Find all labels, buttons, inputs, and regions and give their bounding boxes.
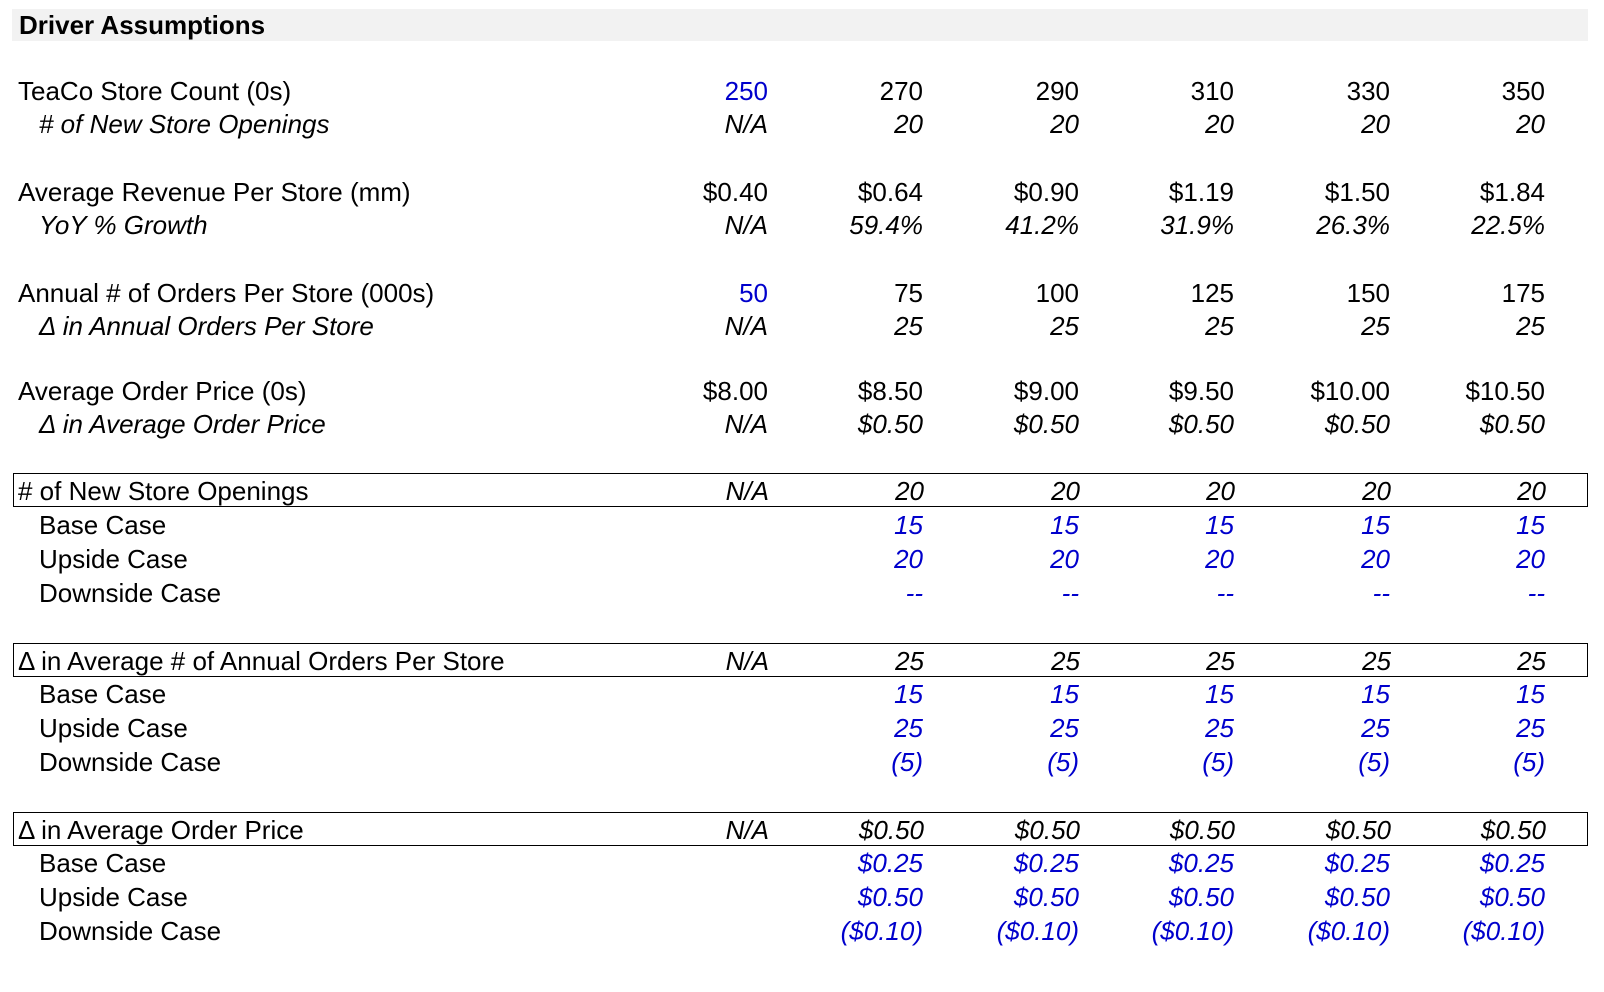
row-label: Δ in Average Order Price bbox=[39, 409, 326, 439]
value-cell[interactable]: 250 bbox=[724, 76, 768, 106]
value-cell[interactable]: ($0.10) bbox=[1307, 916, 1390, 946]
table-row bbox=[0, 914, 1604, 948]
value-cell[interactable]: 20 bbox=[895, 476, 924, 506]
value-cell[interactable]: $0.90 bbox=[1013, 177, 1079, 207]
value-cell[interactable]: $8.00 bbox=[702, 376, 768, 406]
value-cell[interactable]: 25 bbox=[1051, 646, 1080, 676]
value-cell[interactable]: N/A bbox=[724, 210, 768, 240]
value-cell[interactable]: $10.50 bbox=[1465, 376, 1545, 406]
value-cell[interactable]: 20 bbox=[1205, 544, 1234, 574]
value-cell[interactable]: $0.50 bbox=[1013, 409, 1079, 439]
value-cell[interactable]: N/A bbox=[725, 646, 769, 676]
value-cell[interactable]: -- bbox=[1061, 578, 1079, 608]
value-cell[interactable]: $0.50 bbox=[1479, 882, 1545, 912]
value-cell[interactable]: $10.00 bbox=[1310, 376, 1390, 406]
value-cell[interactable]: 20 bbox=[1361, 109, 1390, 139]
value-cell[interactable]: N/A bbox=[724, 409, 768, 439]
value-cell[interactable]: 125 bbox=[1190, 278, 1234, 308]
value-cell[interactable]: $0.50 bbox=[1013, 882, 1079, 912]
value-cell[interactable]: N/A bbox=[725, 476, 769, 506]
value-cell[interactable]: 25 bbox=[1516, 713, 1545, 743]
row-label: Δ in Annual Orders Per Store bbox=[39, 311, 374, 341]
value-cell[interactable]: 25 bbox=[1517, 646, 1546, 676]
row-label: Base Case bbox=[39, 679, 167, 709]
value-cell[interactable]: -- bbox=[905, 578, 923, 608]
value-cell[interactable]: (5) bbox=[891, 747, 923, 777]
value-cell[interactable]: 25 bbox=[1205, 311, 1234, 341]
value-cell[interactable]: 15 bbox=[1050, 679, 1079, 709]
value-cell[interactable]: $0.40 bbox=[702, 177, 768, 207]
value-cell[interactable]: -- bbox=[1527, 578, 1545, 608]
value-cell[interactable]: $0.50 bbox=[1325, 815, 1391, 845]
value-cell[interactable]: $0.50 bbox=[1480, 815, 1546, 845]
value-cell[interactable]: 20 bbox=[1517, 476, 1546, 506]
value-cell[interactable]: 15 bbox=[1516, 679, 1545, 709]
value-cell[interactable]: 25 bbox=[1050, 311, 1079, 341]
value-cell[interactable]: N/A bbox=[725, 815, 769, 845]
row-label: # of New Store Openings bbox=[18, 476, 309, 506]
value-cell[interactable]: 25 bbox=[895, 646, 924, 676]
row-label: Base Case bbox=[39, 848, 167, 878]
table-row bbox=[0, 107, 1604, 141]
table-row bbox=[0, 208, 1604, 242]
value-cell[interactable]: 20 bbox=[1361, 544, 1390, 574]
row-label: Upside Case bbox=[39, 882, 188, 912]
value-cell[interactable]: 15 bbox=[1516, 510, 1545, 540]
table-row bbox=[0, 846, 1604, 880]
value-cell[interactable]: (5) bbox=[1513, 747, 1545, 777]
scenario-header-row bbox=[13, 473, 1588, 507]
value-cell[interactable]: $0.50 bbox=[1324, 409, 1390, 439]
scenario-header-row bbox=[13, 812, 1588, 846]
value-cell[interactable]: ($0.10) bbox=[1151, 916, 1234, 946]
value-cell[interactable]: 25 bbox=[894, 713, 923, 743]
table-row bbox=[0, 711, 1604, 745]
row-label: Downside Case bbox=[39, 747, 222, 777]
value-cell[interactable]: $1.50 bbox=[1324, 177, 1390, 207]
value-cell[interactable]: $9.00 bbox=[1013, 376, 1079, 406]
table-row bbox=[0, 175, 1604, 209]
value-cell[interactable]: N/A bbox=[724, 109, 768, 139]
value-cell[interactable]: 15 bbox=[1361, 679, 1390, 709]
value-cell[interactable]: $1.84 bbox=[1479, 177, 1545, 207]
value-cell[interactable]: 310 bbox=[1190, 76, 1234, 106]
value-cell[interactable]: 15 bbox=[1205, 510, 1234, 540]
value-cell[interactable]: (5) bbox=[1202, 747, 1234, 777]
value-cell[interactable]: 25 bbox=[1206, 646, 1235, 676]
value-cell[interactable]: 50 bbox=[739, 278, 768, 308]
value-cell[interactable]: -- bbox=[1216, 578, 1234, 608]
row-label: Downside Case bbox=[39, 578, 222, 608]
value-cell[interactable]: 150 bbox=[1346, 278, 1390, 308]
row-label: Average Order Price (0s) bbox=[18, 376, 307, 406]
row-label: Upside Case bbox=[39, 544, 188, 574]
value-cell[interactable]: 175 bbox=[1501, 278, 1545, 308]
value-cell[interactable]: $0.50 bbox=[857, 409, 923, 439]
value-cell[interactable]: 270 bbox=[879, 76, 923, 106]
value-cell[interactable]: 25 bbox=[1050, 713, 1079, 743]
table-row bbox=[0, 374, 1604, 408]
value-cell[interactable]: $0.50 bbox=[857, 882, 923, 912]
value-cell[interactable]: $9.50 bbox=[1168, 376, 1234, 406]
value-cell[interactable]: 290 bbox=[1035, 76, 1079, 106]
value-cell[interactable]: 25 bbox=[1205, 713, 1234, 743]
value-cell[interactable]: 330 bbox=[1346, 76, 1390, 106]
value-cell[interactable]: (5) bbox=[1358, 747, 1390, 777]
row-label: # of New Store Openings bbox=[39, 109, 330, 139]
value-cell[interactable]: $0.25 bbox=[1168, 848, 1234, 878]
value-cell[interactable]: 25 bbox=[1516, 311, 1545, 341]
value-cell[interactable]: $0.25 bbox=[1324, 848, 1390, 878]
value-cell[interactable]: 15 bbox=[894, 510, 923, 540]
table-row bbox=[0, 407, 1604, 441]
row-label: TeaCo Store Count (0s) bbox=[18, 76, 292, 106]
table-row bbox=[0, 880, 1604, 914]
value-cell[interactable]: ($0.10) bbox=[1462, 916, 1545, 946]
row-label: Δ in Average # of Annual Orders Per Store bbox=[18, 646, 505, 676]
value-cell[interactable]: 22.5% bbox=[1471, 210, 1545, 240]
value-cell[interactable]: $0.25 bbox=[1479, 848, 1545, 878]
value-cell[interactable]: $0.25 bbox=[1013, 848, 1079, 878]
value-cell[interactable]: 75 bbox=[894, 278, 923, 308]
value-cell[interactable]: 350 bbox=[1501, 76, 1545, 106]
row-label: Average Revenue Per Store (mm) bbox=[18, 177, 411, 207]
table-row bbox=[0, 542, 1604, 576]
row-label: Upside Case bbox=[39, 713, 188, 743]
value-cell[interactable]: 20 bbox=[1206, 476, 1235, 506]
row-label: Base Case bbox=[39, 510, 167, 540]
value-cell[interactable]: 31.9% bbox=[1160, 210, 1234, 240]
value-cell[interactable]: $0.50 bbox=[1014, 815, 1080, 845]
value-cell[interactable]: 20 bbox=[894, 544, 923, 574]
table-row bbox=[0, 576, 1604, 610]
value-cell[interactable]: 15 bbox=[1361, 510, 1390, 540]
table-row bbox=[0, 74, 1604, 108]
value-cell[interactable]: 26.3% bbox=[1316, 210, 1390, 240]
row-label: Δ in Average Order Price bbox=[18, 815, 304, 845]
value-cell[interactable]: $0.50 bbox=[1324, 882, 1390, 912]
value-cell[interactable]: 20 bbox=[1516, 544, 1545, 574]
table-row bbox=[0, 309, 1604, 343]
value-cell[interactable]: 20 bbox=[894, 109, 923, 139]
value-cell[interactable]: $0.50 bbox=[1479, 409, 1545, 439]
value-cell[interactable]: $0.50 bbox=[1168, 882, 1234, 912]
table-row bbox=[0, 508, 1604, 542]
value-cell[interactable]: 20 bbox=[1362, 476, 1391, 506]
row-label: Annual # of Orders Per Store (000s) bbox=[18, 278, 435, 308]
value-cell[interactable]: $0.25 bbox=[857, 848, 923, 878]
value-cell[interactable]: 20 bbox=[1050, 544, 1079, 574]
value-cell[interactable]: 20 bbox=[1051, 476, 1080, 506]
value-cell[interactable]: 100 bbox=[1035, 278, 1079, 308]
value-cell[interactable]: $0.64 bbox=[857, 177, 923, 207]
value-cell[interactable]: 41.2% bbox=[1005, 210, 1079, 240]
value-cell[interactable]: 20 bbox=[1516, 109, 1545, 139]
value-cell[interactable]: $0.50 bbox=[1168, 409, 1234, 439]
value-cell[interactable]: 25 bbox=[894, 311, 923, 341]
section-title: Driver Assumptions bbox=[19, 10, 266, 40]
value-cell[interactable]: 59.4% bbox=[849, 210, 923, 240]
value-cell[interactable]: 15 bbox=[1050, 510, 1079, 540]
value-cell[interactable]: 25 bbox=[1361, 713, 1390, 743]
value-cell[interactable]: 20 bbox=[1205, 109, 1234, 139]
value-cell[interactable]: (5) bbox=[1047, 747, 1079, 777]
value-cell[interactable]: -- bbox=[1372, 578, 1390, 608]
value-cell[interactable]: N/A bbox=[724, 311, 768, 341]
table-row bbox=[0, 677, 1604, 711]
value-cell[interactable]: 25 bbox=[1362, 646, 1391, 676]
value-cell[interactable]: 20 bbox=[1050, 109, 1079, 139]
row-label: YoY % Growth bbox=[39, 210, 208, 240]
value-cell[interactable]: $8.50 bbox=[857, 376, 923, 406]
value-cell[interactable]: 15 bbox=[894, 679, 923, 709]
value-cell[interactable]: $1.19 bbox=[1168, 177, 1234, 207]
table-row bbox=[0, 745, 1604, 779]
value-cell[interactable]: ($0.10) bbox=[996, 916, 1079, 946]
value-cell[interactable]: 15 bbox=[1205, 679, 1234, 709]
table-row bbox=[0, 276, 1604, 310]
value-cell[interactable]: $0.50 bbox=[858, 815, 924, 845]
value-cell[interactable]: $0.50 bbox=[1169, 815, 1235, 845]
scenario-header-row bbox=[13, 643, 1588, 677]
value-cell[interactable]: ($0.10) bbox=[840, 916, 923, 946]
value-cell[interactable]: 25 bbox=[1361, 311, 1390, 341]
row-label: Downside Case bbox=[39, 916, 222, 946]
